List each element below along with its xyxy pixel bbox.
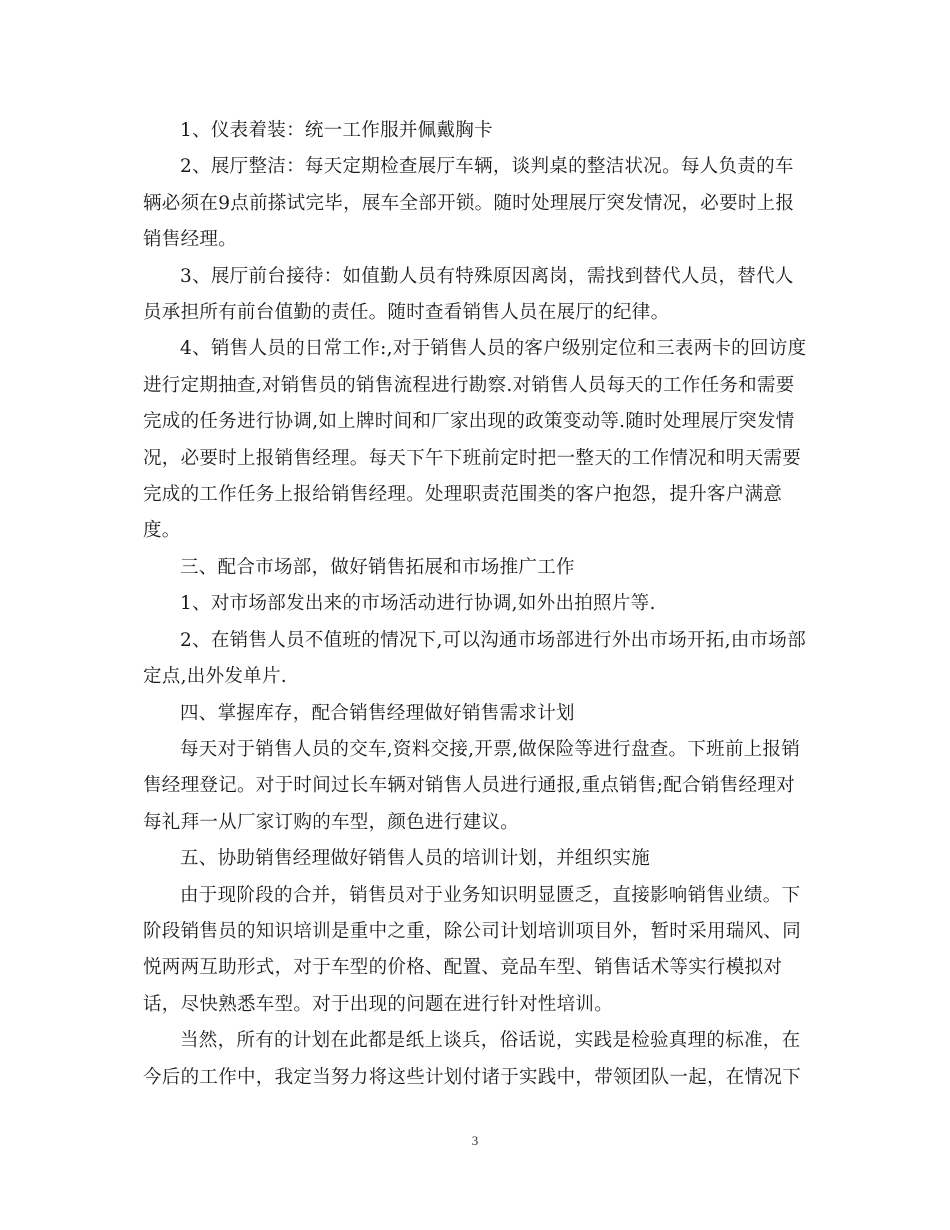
document-body xyxy=(143,113,811,1096)
paragraph-front-desk-reception: 3、展厅前台接待：如值勤人员有特殊原因离岗，需找到替代人员，替代人员承担所有前台值勤的责任。随时查看销售人员在展厅的纪律。 xyxy=(143,265,794,324)
paragraph-marketing-coordination: 1、对市场部发出来的市场活动进行协调,如外出拍照片等. xyxy=(180,593,656,615)
paragraph-daily-sales-work: 4、销售人员的日常工作:,对于销售人员的客户级别定位和三表两卡的回访度进行定期抽查,对销售员的销售流程进行勘察.对销售人员每天的工作任务和需要完成的任务进行协调,如上牌时间和厂家出现的政策变动等.随时处理展厅突发情况，必要时上报销售经理。每天下午下班前定时把一整天的工作情况和明天需要完成的工作任务上报给销售经理。处理职责范围类的客户抱怨，提升客户满意度。 xyxy=(143,338,807,542)
paragraph-training-plan: 由于现阶段的合并，销售员对于业务知识明显匮乏，直接影响销售业绩。下阶段销售员的知识培训是重中之重，除公司计划培训项目外，暂时采用瑞风、同悦两两互助形式，对于车型的价格、配置、竞品车型、销售话术等实行模拟对话，尽快熟悉车型。对于出现的问题在进行针对性培训。 xyxy=(143,884,802,1015)
section-heading-marketing: 三、配合市场部，做好销售拓展和市场推广工作 xyxy=(180,556,575,578)
section-heading-training: 五、协助销售经理做好销售人员的培训计划，并组织实施 xyxy=(180,848,651,870)
paragraph-dress-code: 1、仪表着装：统一工作服并佩戴胸卡 xyxy=(180,120,493,141)
page-number: 3 xyxy=(471,1133,479,1148)
section-heading-inventory: 四、掌握库存，配合销售经理做好销售需求计划 xyxy=(180,702,575,724)
paragraph-inventory-check: 每天对于销售人员的交车,资料交接,开票,做保险等进行盘查。下班前上报销售经理登记。对于时间过长车辆对销售人员进行通报,重点销售;配合销售经理对每礼拜一从厂家订购的车型，颜色进行建议。 xyxy=(143,738,801,833)
paragraph-conclusion: 当然，所有的计划在此都是纸上谈兵，俗话说，实践是检验真理的标准，在今后的工作中，我定当努力将这些计划付诸于实践中，带领团队一起，在情况下 xyxy=(143,1030,802,1088)
paragraph-market-expansion: 2、在销售人员不值班的情况下,可以沟通市场部进行外出市场开拓,由市场部定点,出外发单片. xyxy=(143,629,807,688)
paragraph-showroom-cleanliness: 2、展厅整洁：每天定期检查展厅车辆，谈判桌的整洁状况。每人负责的车辆必须在9点前搽试完毕，展车全部开锁。随时处理展厅突发情况，必要时上报销售经理。 xyxy=(143,156,795,251)
